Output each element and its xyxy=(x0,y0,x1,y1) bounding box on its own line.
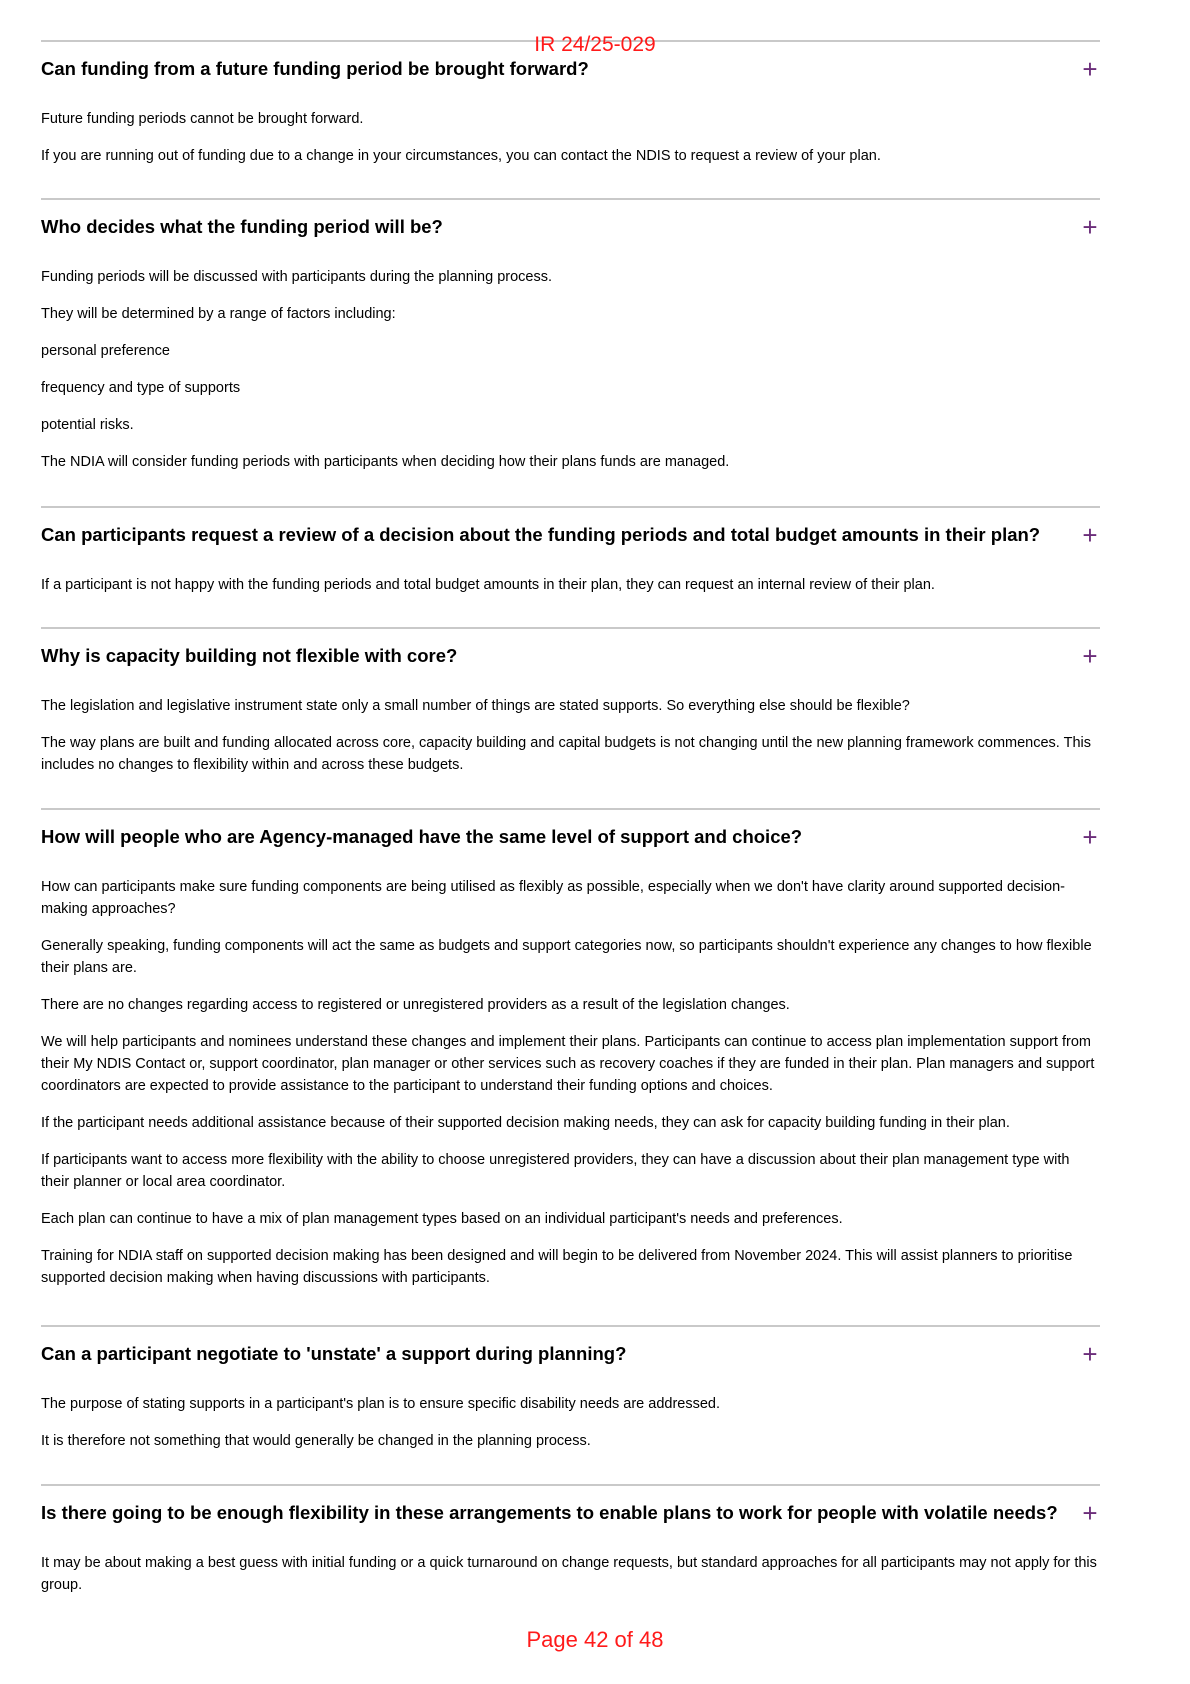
list-item: frequency and type of supports xyxy=(41,380,241,396)
faq-header[interactable] xyxy=(41,643,1100,669)
faq-header[interactable] xyxy=(41,56,1100,82)
list-item: personal preference xyxy=(41,343,170,359)
answer-paragraph: They will be determined by a range of factors including: xyxy=(41,306,396,322)
answer-paragraph: Training for NDIA staff on supported decision making has been designed and will begin to be delivered from November 2024. This will assist planners to prioritise supported decision making when having discussions with participants. xyxy=(41,1248,1073,1286)
faq-header[interactable] xyxy=(41,1500,1100,1526)
plus-icon[interactable]: + xyxy=(1082,212,1098,242)
answer-paragraph: Future funding periods cannot be brought forward. xyxy=(41,111,364,127)
faq-answer xyxy=(41,1393,1100,1452)
plus-icon[interactable]: + xyxy=(1082,54,1098,84)
faq-question[interactable]: Can funding from a future funding period be brought forward? xyxy=(41,58,589,79)
faq-question[interactable]: Why is capacity building not flexible with core? xyxy=(41,645,458,666)
faq-item xyxy=(41,808,1100,1304)
answer-paragraph: We will help participants and nominees understand these changes and implement their plans. Participants can continue to access plan implementation support from their My NDIS Contact or, support coordinator, plan manager or other services such as recovery coaches if they are funded in their plan. Plan managers and support coordinators are expected to provide assistance to the participant to understand their funding options and choices. xyxy=(41,1034,1095,1094)
faq-divider xyxy=(41,1484,1100,1486)
faq-header[interactable] xyxy=(41,1341,1100,1367)
plus-icon[interactable]: + xyxy=(1082,1339,1098,1369)
answer-paragraph: It may be about making a best guess with initial funding or a quick turnaround on change requests, but standard approaches for all participants may not apply for this group. xyxy=(41,1555,1097,1593)
faq-header[interactable] xyxy=(41,824,1100,850)
faq-answer xyxy=(41,695,1100,776)
answer-paragraph: If a participant is not happy with the funding periods and total budget amounts in their plan, they can request an internal review of their plan. xyxy=(41,577,935,593)
faq-question[interactable]: Can a participant negotiate to 'unstate' a support during planning? xyxy=(41,1343,627,1364)
faq-question[interactable]: How will people who are Agency-managed have the same level of support and choice? xyxy=(41,826,803,847)
list-item: potential risks. xyxy=(41,417,134,433)
answer-paragraph: The legislation and legislative instrument state only a small number of things are stated supports. So everything else should be flexible? xyxy=(41,698,910,714)
plus-icon[interactable]: + xyxy=(1082,822,1098,852)
faq-item xyxy=(41,1325,1100,1467)
answer-paragraph: How can participants make sure funding components are being utilised as flexibly as possible, especially when we don't have clarity around supported decision-making approaches? xyxy=(41,879,1065,917)
faq-divider xyxy=(41,808,1100,810)
faq-item xyxy=(41,40,1100,182)
faq-header[interactable] xyxy=(41,214,1100,240)
faq-header[interactable] xyxy=(41,522,1100,548)
faq-item xyxy=(41,198,1100,488)
page-number: Page 42 of 48 xyxy=(526,1627,664,1652)
faq-item xyxy=(41,627,1100,791)
answer-paragraph: The purpose of stating supports in a participant's plan is to ensure specific disability needs are addressed. xyxy=(41,1396,721,1412)
answer-paragraph: The way plans are built and funding allocated across core, capacity building and capital budgets is not changing until the new planning framework commences. This includes no changes to flexibility within and across these budgets. xyxy=(41,735,1091,773)
plus-icon[interactable]: + xyxy=(1082,641,1098,671)
faq-answer xyxy=(41,876,1100,1289)
answer-paragraph: There are no changes regarding access to registered or unregistered providers as a result of the legislation changes. xyxy=(41,997,790,1013)
answer-paragraph: The NDIA will consider funding periods with participants when deciding how their plans funds are managed. xyxy=(41,454,730,470)
faq-divider xyxy=(41,506,1100,508)
answer-paragraph: If the participant needs additional assistance because of their supported decision making needs, they can ask for capacity building funding in their plan. xyxy=(41,1115,1010,1131)
answer-paragraph: Funding periods will be discussed with participants during the planning process. xyxy=(41,269,553,285)
faq-divider xyxy=(41,198,1100,200)
faq-divider xyxy=(41,627,1100,629)
plus-icon[interactable]: + xyxy=(1082,520,1098,550)
faq-question[interactable]: Who decides what the funding period will be? xyxy=(41,216,443,237)
faq-item xyxy=(41,506,1100,611)
faq-answer xyxy=(41,108,1100,167)
answer-paragraph: If participants want to access more flexibility with the ability to choose unregistered providers, they can have a discussion about their plan management type with their planner or local area coordinator. xyxy=(41,1152,1070,1190)
answer-paragraph: If you are running out of funding due to a change in your circumstances, you can contact the NDIS to request a review of your plan. xyxy=(41,148,881,164)
faq-answer xyxy=(41,574,1100,596)
answer-paragraph: Each plan can continue to have a mix of plan management types based on an individual participant's needs and preferences. xyxy=(41,1211,843,1227)
document-reference: IR 24/25-029 xyxy=(534,33,656,56)
answer-paragraph: Generally speaking, funding components will act the same as budgets and support categories now, so participants shouldn't experience any changes to how flexible their plans are. xyxy=(41,938,1092,976)
answer-paragraph: It is therefore not something that would generally be changed in the planning process. xyxy=(41,1433,591,1449)
faq-divider xyxy=(41,1325,1100,1327)
faq-answer xyxy=(41,266,1100,473)
faq-question[interactable]: Can participants request a review of a decision about the funding periods and total budget amounts in their plan? xyxy=(41,524,1041,545)
faq-question[interactable]: Is there going to be enough flexibility in these arrangements to enable plans to work for people with volatile needs? xyxy=(41,1502,1058,1523)
faq-answer xyxy=(41,1552,1100,1596)
plus-icon[interactable]: + xyxy=(1082,1498,1098,1528)
faq-item xyxy=(41,1484,1100,1611)
